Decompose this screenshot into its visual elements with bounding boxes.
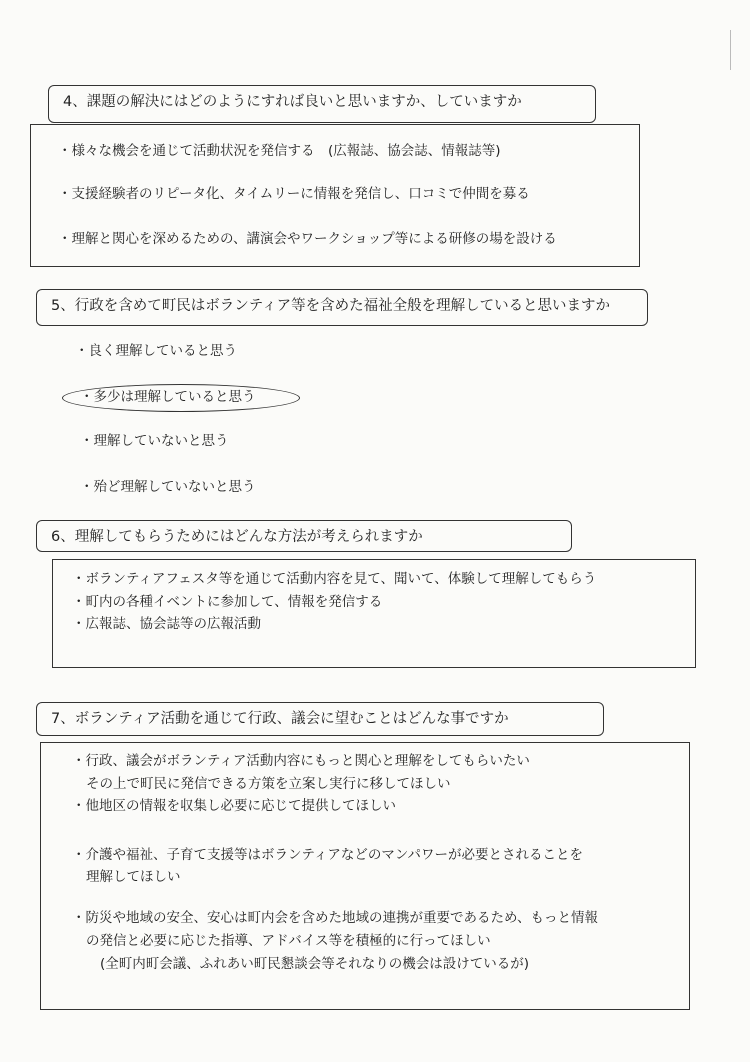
q7-answer-1: ・行政、議会がボランティア活動内容にもっと関心と理解をしてもらいたい <box>72 753 530 769</box>
q5-question-box <box>36 289 648 326</box>
q7-answer-3: ・介護や福祉、子育て支援等はボランティアなどのマンパワーが必要とされることを <box>72 847 583 863</box>
q7-question-box <box>36 702 604 736</box>
q6-question-title: 6、理解してもらうためにはどんな方法が考えられますか <box>51 529 423 545</box>
q7-answer-4: ・防災や地域の安全、安心は町内会を含めた地域の連携が重要であるため、もっと情報 <box>72 910 598 926</box>
q4-answer-3: ・理解と関心を深めるための、講演会やワークショップ等による研修の場を設ける <box>58 231 557 247</box>
q7-answer-1-cont: その上で町民に発信できる方策を立案し実行に移してほしい <box>86 776 451 792</box>
q5-option-2: ・多少は理解していると思う <box>80 389 256 405</box>
q4-question-title: 4、課題の解決にはどのようにすれば良いと思いますか、していますか <box>63 94 522 110</box>
q5-option-4: ・殆ど理解していないと思う <box>80 479 256 495</box>
q7-answer-2: ・他地区の情報を収集し必要に応じて提供してほしい <box>72 798 396 814</box>
q5-question-title: 5、行政を含めて町民はボランティア等を含めた福祉全般を理解していると思いますか <box>51 298 611 314</box>
q7-answer-3-cont: 理解してほしい <box>86 869 181 885</box>
q7-question-title: 7、ボランティア活動を通じて行政、議会に望むことはどんな事ですか <box>51 711 509 727</box>
q7-answer-4-note: (全町内町会議、ふれあい町民懇談会等それなりの機会は設けているが) <box>100 956 530 972</box>
q6-answer-3: ・広報誌、協会誌等の広報活動 <box>72 616 261 632</box>
q4-answer-2: ・支援経験者のリピータ化、タイムリーに情報を発信し、口コミで仲間を募る <box>58 186 530 202</box>
q4-question-box <box>48 85 596 123</box>
q6-question-box <box>36 520 572 552</box>
scan-edge-mark <box>730 30 732 70</box>
q5-option-3: ・理解していないと思う <box>80 433 229 449</box>
q5-option-1: ・良く理解していると思う <box>75 343 237 359</box>
q6-answer-2: ・町内の各種イベントに参加して、情報を発信する <box>72 594 383 610</box>
q4-answer-1: ・様々な機会を通じて活動状況を発信する (広報誌、協会誌、情報誌等) <box>58 143 501 159</box>
q7-answer-4-cont: の発信と必要に応じた指導、アドバイス等を積極的に行ってほしい <box>86 933 491 949</box>
q6-answer-1: ・ボランティアフェスタ等を通じて活動内容を見て、聞いて、体験して理解してもらう <box>72 571 597 587</box>
